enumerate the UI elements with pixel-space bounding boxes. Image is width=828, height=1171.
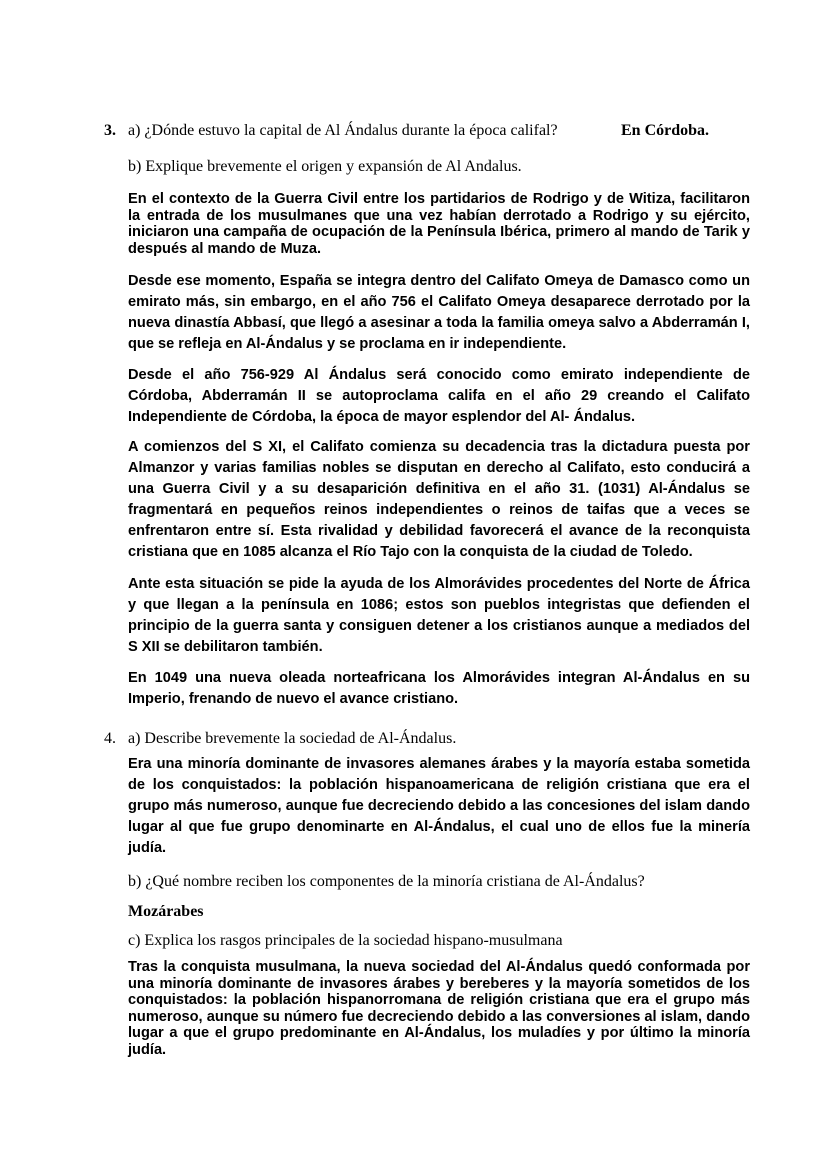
question-4-number: 4. (104, 730, 116, 747)
answer-3b-paragraph-2: Desde ese momento, España se integra dentro del Califato Omeya de Damasco como un emirato más, sin embargo, en el año 756 el Califato Omeya desaparece derrotado por la nueva dinastía Abbasí, que llegó a asesinar a toda la familia omeya salvo a Abderramán I, que se refleja en Al-Ándalus y se proclama en ir independiente. (128, 273, 750, 352)
question-4c-text: c) Explica los rasgos principales de la sociedad hispano-musulmana (128, 932, 563, 949)
answer-4c-paragraph: Tras la conquista musulmana, la nueva sociedad del Al-Ándalus quedó conformada por una minoría dominante de invasores árabes y bereberes y la mayoría sometidos de los conquistados: la población hispanorromana de religión cristiana que era el grupo más numeroso, aunque su número fue decreciendo debido a las conversiones al islam, dando lugar a que el grupo predominante en Al-Ándalus, los muladíes y por último la minoría judía. (128, 959, 750, 1058)
answer-3b-paragraph-4: A comienzos del S XI, el Califato comienza su decadencia tras la dictadura puesta por Almanzor y varias familias nobles se disputan en derecho al Califato, esto conducirá a una Guerra Civil y a su desaparición definitiva en el año 31. (1031) Al-Ándalus se fragmentará en pequeños reinos independientes o reinos de taifas que a veces se enfrentaron entre sí. Esta rivalidad y debilidad favorecerá el avance de la reconquista cristiana que en 1085 alcanza el Río Tajo con la conquista de la ciudad de Toledo. (128, 439, 750, 560)
answer-3b-paragraph-5: Ante esta situación se pide la ayuda de los Almorávides procedentes del Norte de África y que llegan a la península en 1086; estos son pueblos integristas que defienden el principio de la guerra santa y consiguen detener a los cristianos aunque a mediados del S XII se debilitaron también. (128, 576, 750, 655)
question-4a-text: a) Describe brevemente la sociedad de Al-Ándalus. (128, 730, 457, 747)
answer-4a-paragraph: Era una minoría dominante de invasores alemanes árabes y la mayoría estaba sometida de los conquistados: la población hispanoamericana de religión cristiana que era el grupo más numeroso, aunque fue decreciendo debido a las concesiones del islam dando lugar al que fue grupo denominarte en Al-Ándalus, el cual uno de ellos fue la minería judía. (128, 756, 750, 856)
answer-4b: Mozárabes (128, 903, 204, 920)
question-3b-text: b) Explique brevemente el origen y expansión de Al Andalus. (128, 158, 522, 175)
answer-3b-paragraph-6: En 1049 una nueva oleada norteafricana los Almorávides integran Al-Ándalus en su Imperio, frenando de nuevo el avance cristiano. (128, 670, 750, 707)
question-4b-text: b) ¿Qué nombre reciben los componentes de la minoría cristiana de Al-Ándalus? (128, 873, 645, 890)
answer-3b-paragraph-1: En el contexto de la Guerra Civil entre los partidarios de Rodrigo y de Witiza, facilitaron la entrada de los musulmanes que una vez habían derrotado a Rodrigo y su ejército, iniciaron una campaña de ocupación de la Península Ibérica, primero al mando de Tarik y después al mando de Muza. (128, 191, 750, 257)
question-3a-text: a) ¿Dónde estuvo la capital de Al Ándalus durante la época califal? (128, 122, 558, 139)
question-3a-answer: En Córdoba. (621, 122, 710, 139)
question-3-number: 3. (104, 122, 116, 139)
answer-3b-paragraph-3: Desde el año 756-929 Al Ándalus será conocido como emirato independiente de Córdoba, Abderramán II se autoproclama califa en el año 29 creando el Califato Independiente de Córdoba, la época de mayor esplendor del Al- Ándalus. (128, 367, 750, 425)
